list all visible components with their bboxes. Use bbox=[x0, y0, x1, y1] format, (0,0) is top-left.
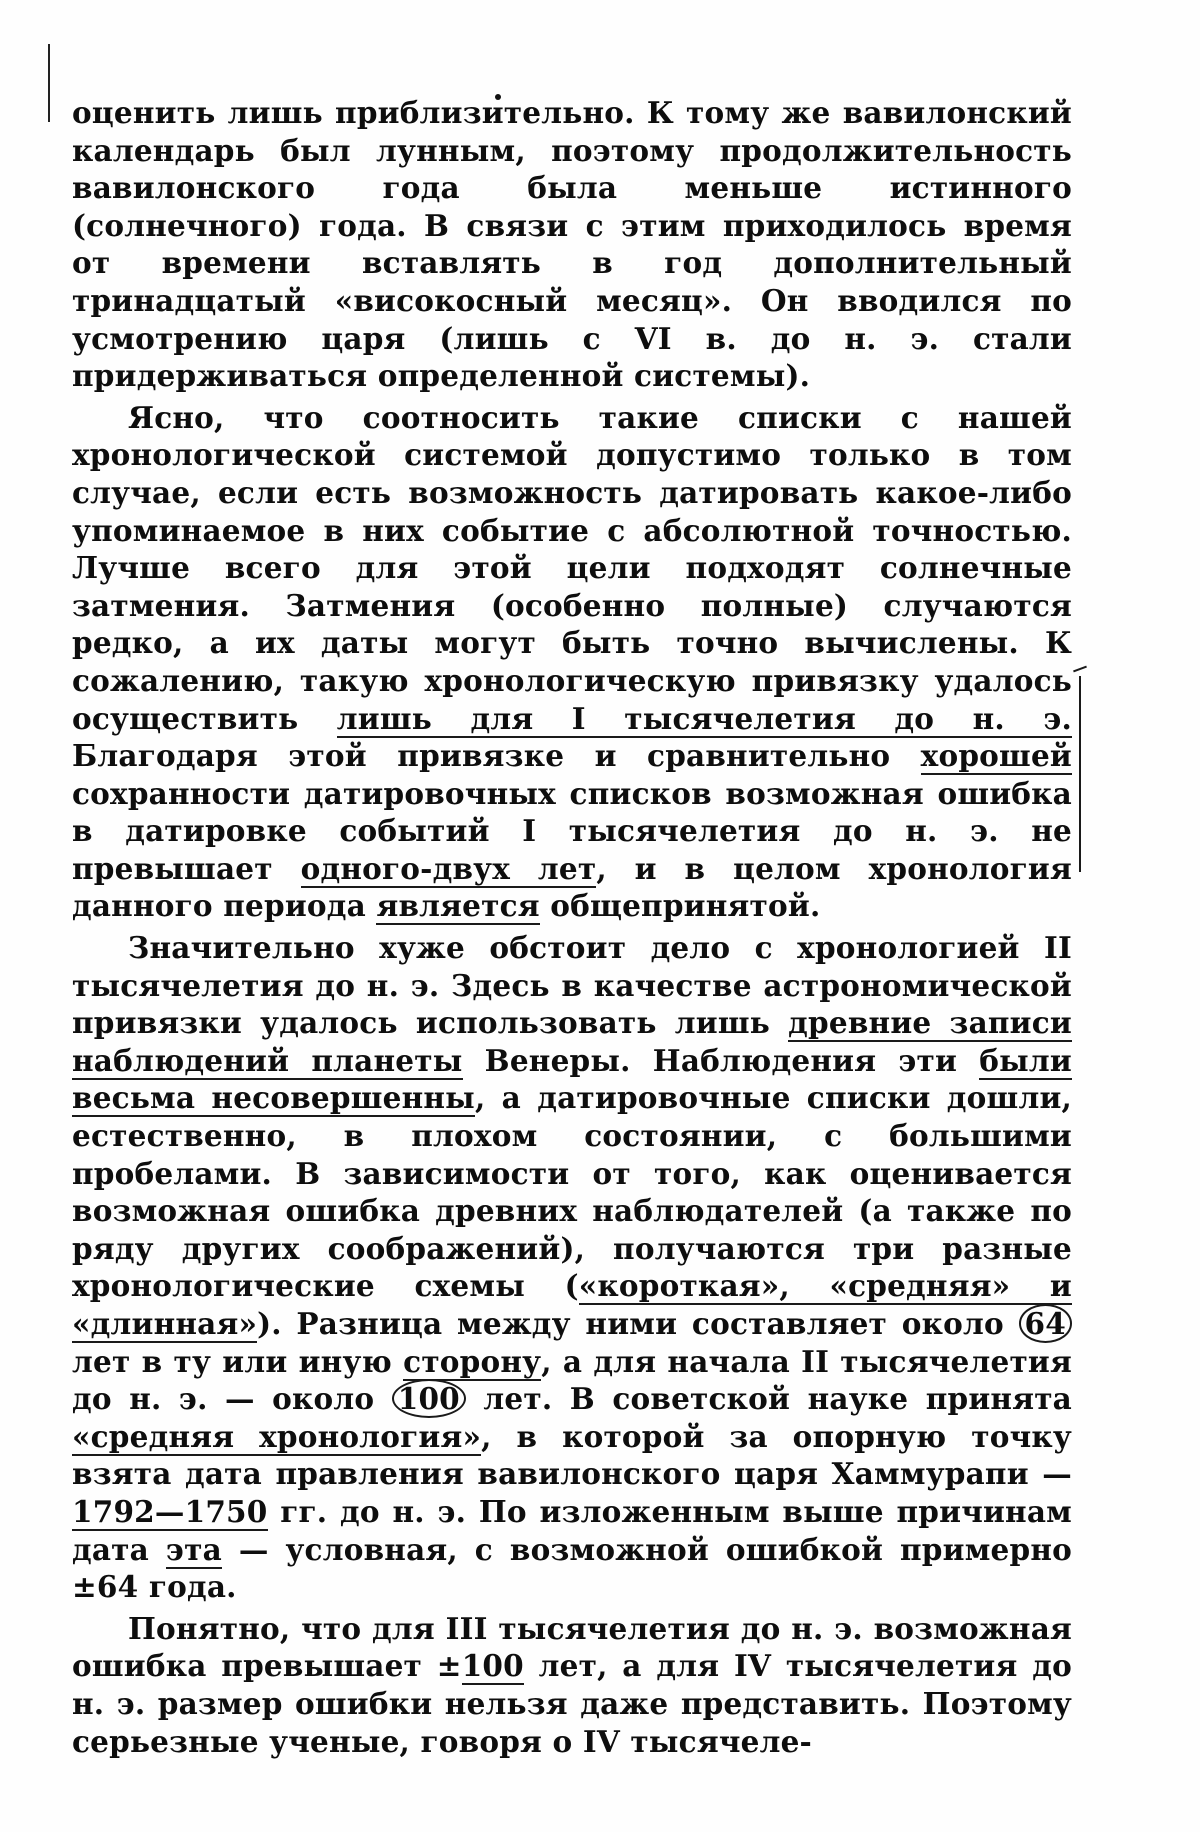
paragraph-3-text-c: , а датировочные списки дошли, естественно, в плохом состоянии, с большими пробелами. В зависимости от того, как оценивается возможная ошибка древних наблюдателей (а также по ряду других соображений), получаются три разные хронологические схемы ( bbox=[72, 1080, 1072, 1304]
paragraph-1-text: оценить лишь приблизительно. К тому же вавилонский календарь был лунным, поэтому продолжительность вавилонского года была меньше истинного (солнечного) года. В связи с этим приходилось время от времени вставлять в год дополнительный тринадцатый «високосный месяц». Он вводился по усмотрению царя (лишь с VI в. до н. э. стали придерживаться определенной системы). bbox=[72, 95, 1072, 394]
circled-number: 64 bbox=[1019, 1304, 1072, 1343]
paragraph-3-text-b: Венеры. Наблюдения эти bbox=[462, 1042, 980, 1078]
paragraph-4 bbox=[72, 1610, 1072, 1760]
circled-number: 100 bbox=[392, 1379, 466, 1418]
paragraph-2-text-c: сохранности датировочных списков возможная ошибка в датировке событий I тысячелетия до н. э. не превышает bbox=[72, 775, 1072, 886]
underlined-phrase: были весьма несовершенны bbox=[72, 1042, 1072, 1116]
paragraph-2-text-e: общепринятой. bbox=[539, 888, 821, 924]
underlined-phrase: является bbox=[376, 888, 540, 924]
paragraph-2-text-d: , и в целом хронология данного периода bbox=[72, 850, 1072, 924]
paragraph-3-text-j: — условная, с возможной ошибкой примерно ±64 года. bbox=[72, 1531, 1072, 1605]
paragraph-4-text-b: лет, а для IV тысячелетия до н. э. размер ошибки нельзя даже представить. Поэтому серьезные ученые, говоря о IV тысячеле- bbox=[72, 1648, 1072, 1759]
paragraph-1 bbox=[72, 94, 1072, 395]
paragraph-2-text-a: Ясно, что соотносить такие списки с нашей хронологической системой допустимо только в том случае, если есть возможность датировать какое-либо упоминаемое в них событие с абсолютной точностью. Лучше всего для этой цели подходят солнечные затмения. Затмения (особенно полные) случаются редко, а их даты могут быть точно вычислены. К сожалению, такую хронологическую привязку удалось осуществить bbox=[72, 399, 1072, 736]
page-text bbox=[72, 94, 1072, 1760]
underlined-phrase: сторону bbox=[403, 1343, 542, 1379]
paragraph-3-text-h: , в которой за опорную точку взята дата правления вавилонского царя Хаммурапи — bbox=[72, 1418, 1072, 1492]
underlined-phrase: лишь для I тысячелетия до н. э. bbox=[336, 700, 1072, 736]
underlined-phrase: 1792—1750 bbox=[72, 1493, 268, 1529]
margin-annotation-bracket bbox=[1079, 676, 1081, 872]
paragraph-3-text-f: , а для начала II тысячелетия до н. э. — около bbox=[72, 1343, 1072, 1417]
paragraph-2 bbox=[72, 399, 1072, 925]
paragraph-3-text-a: Значительно хуже обстоит дело с хронологией II тысячелетия до н. э. Здесь в качестве астрономической привязки удалось использовать лишь bbox=[72, 930, 1072, 1041]
paragraph-3-text-d: ). Разница между ними составляет около bbox=[257, 1306, 1019, 1341]
paragraph-4-text-a: Понятно, что для III тысячелетия до н. э. возможная ошибка превышает ± bbox=[72, 1610, 1072, 1684]
underlined-phrase: «короткая», «средняя» и «длинная» bbox=[72, 1268, 1072, 1341]
underlined-phrase: «средняя хронология» bbox=[72, 1418, 482, 1454]
paragraph-3-text-i: гг. до н. э. По изложенным выше причинам дата bbox=[72, 1493, 1072, 1567]
paragraph-3-text-g: лет. В советской науке принята bbox=[465, 1381, 1072, 1417]
underlined-phrase: 100 bbox=[461, 1648, 524, 1684]
margin-annotation-tick bbox=[1073, 666, 1087, 673]
paragraph-2-text-b: Благодаря этой привязке и сравнительно bbox=[72, 738, 921, 774]
underlined-phrase: одного-двух лет bbox=[300, 850, 597, 886]
underlined-phrase: эта bbox=[165, 1531, 222, 1567]
margin-pencil-line bbox=[48, 44, 50, 122]
paragraph-3-text-e: лет в ту или иную bbox=[72, 1343, 404, 1379]
paragraph-3 bbox=[72, 929, 1072, 1606]
underlined-phrase: древние записи наблюдений планеты bbox=[72, 1005, 1072, 1078]
underlined-phrase: хорошей bbox=[920, 738, 1072, 774]
